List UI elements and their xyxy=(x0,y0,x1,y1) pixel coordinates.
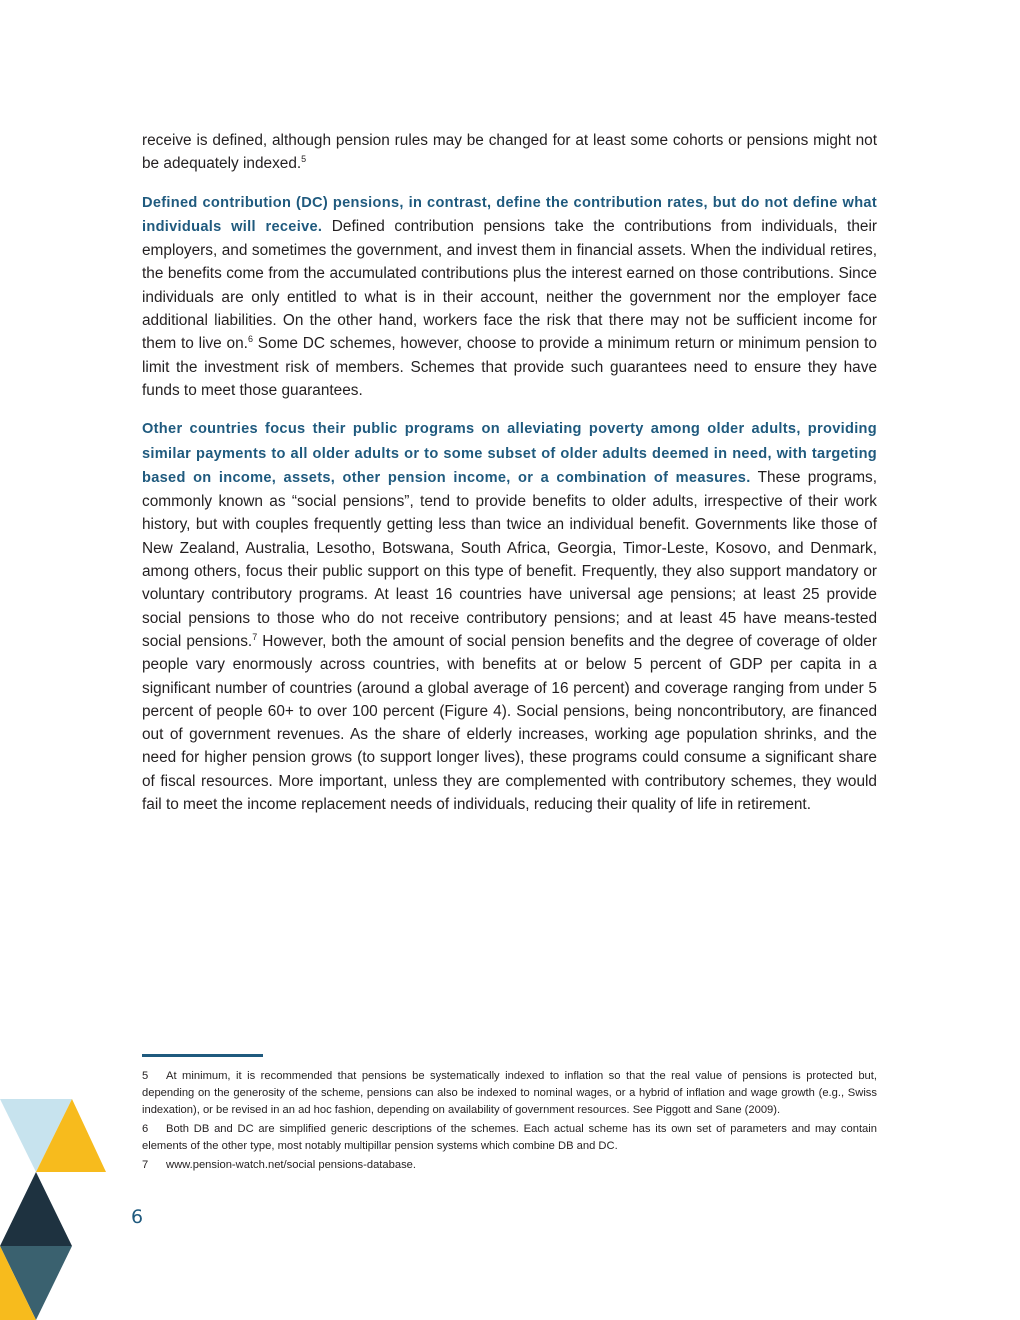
footnote-link[interactable]: www.pension-watch.net/social pensions-database. xyxy=(166,1159,416,1171)
footnote-ref[interactable]: 5 xyxy=(301,154,307,165)
footnote-number: 5 xyxy=(142,1070,149,1082)
footnote-number: 7 xyxy=(142,1159,149,1171)
paragraph xyxy=(142,417,877,816)
paragraph-text: However, both the amount of social pension benefits and the degree of coverage of older people vary enormously across countries, with benefits at or below 5 percent of GDP per capita in a significant number of countries (around a global average of 16 percent) and coverage ranging from under 5 percent of people 60+ to over 100 percent (Figure 4). Social pensions, being noncontributory, are financed out of government revenues. As the share of elderly increases, working age population shrinks, and the need for higher pension grows (to support longer lives), these programs could consume a significant share of fiscal resources. More important, unless they are complemented with contributory schemes, they would fail to meet the income replacement needs of individuals, reducing their quality of life in retirement. xyxy=(142,632,877,814)
footnote-ref[interactable]: 7 xyxy=(252,631,258,642)
paragraph-text: Some DC schemes, however, choose to provide a minimum return or minimum pension to limit the investment risk of members. Schemes that provide such guarantees need to ensure they have funds to meet those guarantees. xyxy=(142,335,877,399)
body-text xyxy=(142,129,877,831)
lead-sentence: Other countries focus their public programs on alleviating poverty among older adults, providing similar payments to all older adults or to some subset of older adults deemed in need, with targeting based on income, assets, other pension income, or a combination of measures. xyxy=(142,421,877,486)
page-number: 6 xyxy=(131,1206,144,1228)
footnote-ref[interactable]: 6 xyxy=(247,334,253,345)
footnote-text: Both DB and DC are simplified generic descriptions of the schemes. Each actual scheme has its own set of parameters and may contain elements of the other type, most notably multipillar pension systems which combine DB and DC. xyxy=(142,1123,877,1152)
footnote xyxy=(142,1068,877,1119)
footnote-text: At minimum, it is recommended that pensions be systematically indexed to inflation so that the real value of pensions is protected but, depending on the generosity of the scheme, pensions can also be indexed to nominal wages, or a hybrid of inflation and wage growth (e.g., Swiss indexation), or be revised in an ad hoc fashion, depending on availability of government resources. See Piggott and Sane (2009). xyxy=(142,1070,877,1116)
paragraph-text: Defined contribution pensions take the contributions from individuals, their employers, and sometimes the government, and invest them in financial assets. When the individual retires, the benefits come from the accumulated contributions plus the interest earned on those contributions. Since individuals are only entitled to what is in their account, neither the government nor the employer face additional liabilities. On the other hand, workers face the risk that there may not be sufficient income for them to live on. xyxy=(142,217,877,353)
lead-sentence: Defined contribution (DC) pensions, in contrast, define the contribution rates, but do not define what individuals will receive. xyxy=(142,194,877,235)
triangle-decoration xyxy=(0,1096,110,1320)
navy-triangle xyxy=(0,1172,72,1246)
footnote-divider xyxy=(142,1054,263,1057)
footnotes xyxy=(142,1054,877,1176)
footnote xyxy=(142,1157,877,1174)
paragraph xyxy=(142,129,877,176)
footnote xyxy=(142,1121,877,1155)
paragraph-text: These programs, commonly known as “social pensions”, tend to provide benefits to older adults, irrespective of their work history, but with couples frequently getting less than twice an individual benefit. Governments like those of New Zealand, Australia, Lesotho, Botswana, South Africa, Georgia, Timor-Leste, Kosovo, and Denmark, among others, focus their public support on this type of benefit. Frequently, they also support mandatory or voluntary contributory programs. At least 16 countries have universal age pensions; at least 25 provide social pensions to those who do not receive contributory pensions; and at least 45 have means-tested social pensions. xyxy=(142,468,877,650)
paragraph xyxy=(142,191,877,403)
paragraph-text: receive is defined, although pension rules may be changed for at least some cohorts or pensions might not be adequately indexed. xyxy=(142,132,877,173)
footnote-number: 6 xyxy=(142,1123,149,1135)
